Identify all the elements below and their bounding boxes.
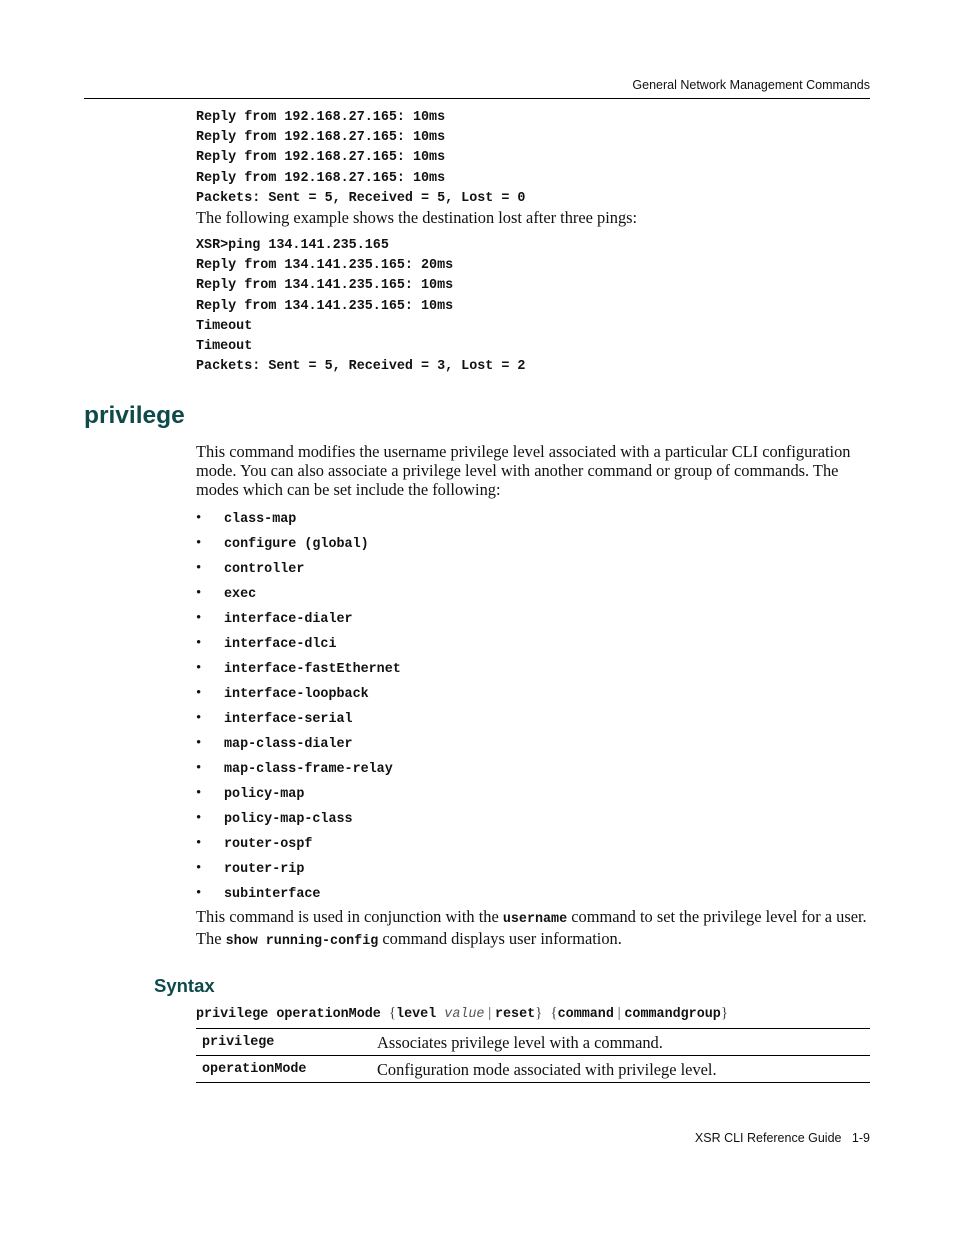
list-item [196, 882, 401, 907]
code-block-ping-timeout [196, 236, 525, 377]
usage-text: command to set the privilege level for a user. The [196, 907, 867, 948]
syntax-brace: { [550, 1005, 558, 1021]
bullet-icon: • [196, 860, 202, 876]
mode-name: interface-dlci [224, 637, 337, 652]
list-item [196, 782, 401, 807]
list-item [196, 857, 401, 882]
example-description: The following example shows the destination lost after three pings: [196, 208, 638, 227]
bullet-icon: • [196, 835, 202, 851]
code-line: Timeout [196, 338, 253, 354]
mode-name: interface-fastEthernet [224, 662, 401, 677]
syntax-keyword-commandgroup: commandgroup [624, 1007, 721, 1022]
param-description: Configuration mode associated with privilege level. [377, 1059, 717, 1079]
table-row [196, 1029, 870, 1056]
syntax-arg-value: value [444, 1007, 485, 1022]
syntax-command: privilege operationMode [196, 1007, 389, 1022]
section-intro: This command modifies the username privilege level associated with a particular CLI configuration mode. You can also associate a privilege level with another command or group of commands. The modes which can be set include the following: [196, 442, 851, 499]
page-footer [695, 1131, 870, 1145]
code-line: Reply from 134.141.235.165: 10ms [196, 298, 454, 314]
usage-paragraph [196, 907, 876, 951]
list-item [196, 707, 401, 732]
mode-name: interface-serial [224, 712, 353, 727]
list-item [196, 607, 401, 632]
list-item [196, 532, 401, 557]
param-name: privilege [202, 1034, 275, 1050]
mode-list [196, 507, 401, 907]
mode-name: policy-map [224, 787, 305, 802]
list-item [196, 732, 401, 757]
bullet-icon: • [196, 785, 202, 801]
param-name: operationMode [202, 1061, 307, 1077]
code-line: Reply from 134.141.235.165: 10ms [196, 278, 454, 294]
bullet-icon: • [196, 635, 202, 651]
bullet-icon: • [196, 810, 202, 826]
list-item [196, 582, 401, 607]
bullet-icon: • [196, 510, 202, 526]
syntax-brace: } [535, 1005, 543, 1021]
mode-name: subinterface [224, 887, 321, 902]
mode-name: class-map [224, 512, 297, 527]
running-header-title: General Network Management Commands [632, 78, 870, 92]
mode-name: policy-map-class [224, 812, 353, 827]
syntax-brace: { [388, 1005, 397, 1021]
param-description: Associates privilege level with a command. [377, 1032, 663, 1052]
inline-code-show-running-config: show running-config [225, 934, 379, 949]
syntax-heading: Syntax [154, 975, 215, 996]
bullet-icon: • [196, 560, 202, 576]
code-line: Packets: Sent = 5, Received = 5, Lost = 0 [196, 190, 526, 206]
list-item [196, 682, 401, 707]
list-item [196, 757, 401, 782]
list-item [196, 632, 401, 657]
bullet-icon: • [196, 535, 202, 551]
code-line: Reply from 134.141.235.165: 20ms [196, 258, 454, 274]
list-item [196, 807, 401, 832]
list-item [196, 832, 401, 857]
mode-name: router-rip [224, 862, 305, 877]
syntax-separator: | [613, 1005, 625, 1021]
code-line: Reply from 192.168.27.165: 10ms [196, 170, 446, 186]
bullet-icon: • [196, 735, 202, 751]
syntax-keyword-command: command [557, 1007, 614, 1022]
code-block-ping-reply [196, 108, 525, 209]
mode-name: map-class-dialer [224, 737, 353, 752]
syntax-brace: } [720, 1005, 729, 1021]
bullet-icon: • [196, 760, 202, 776]
bullet-icon: • [196, 585, 202, 601]
mode-name: controller [224, 562, 305, 577]
bullet-icon: • [196, 685, 202, 701]
mode-name: configure (global) [224, 537, 369, 552]
list-item [196, 657, 401, 682]
mode-name: map-class-frame-relay [224, 762, 393, 777]
bullet-icon: • [196, 610, 202, 626]
bullet-icon: • [196, 885, 202, 901]
syntax-keyword-reset: reset [494, 1007, 536, 1022]
code-line: Reply from 192.168.27.165: 10ms [196, 150, 446, 166]
bullet-icon: • [196, 660, 202, 676]
code-line: Reply from 192.168.27.165: 10ms [196, 130, 446, 146]
syntax-line [196, 1003, 728, 1025]
syntax-separator: | [484, 1005, 495, 1021]
usage-text: This command is used in conjunction with the [196, 907, 503, 926]
code-line: Reply from 192.168.27.165: 10ms [196, 110, 446, 125]
mode-name: interface-loopback [224, 687, 369, 702]
page-number: 1-9 [851, 1131, 870, 1145]
parameter-table [196, 1028, 870, 1083]
list-item [196, 557, 401, 582]
inline-code-username: username [502, 912, 568, 927]
list-item [196, 507, 401, 532]
mode-name: router-ospf [224, 837, 313, 852]
syntax-keyword-level: level [396, 1007, 445, 1022]
running-header [84, 78, 870, 99]
mode-name: exec [224, 587, 257, 602]
code-line: XSR>ping 134.141.235.165 [196, 238, 389, 253]
bullet-icon: • [196, 710, 202, 726]
code-line: Timeout [196, 318, 253, 334]
section-title: privilege [84, 402, 185, 429]
usage-text: command displays user information. [378, 929, 622, 948]
mode-name: interface-dialer [224, 612, 353, 627]
footer-title: XSR CLI Reference Guide [694, 1131, 842, 1145]
table-row [196, 1056, 870, 1083]
code-line: Packets: Sent = 5, Received = 3, Lost = 2 [196, 359, 526, 375]
